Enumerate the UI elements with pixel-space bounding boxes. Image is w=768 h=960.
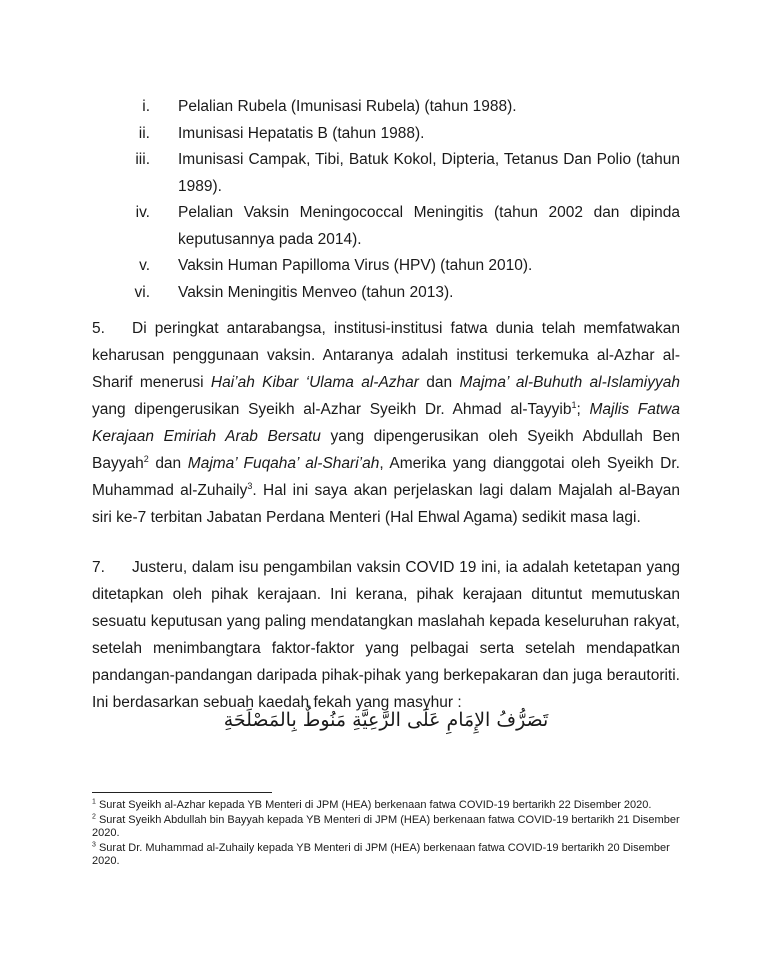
list-item-number: iii. (135, 151, 150, 168)
paragraph-text: yang dipengerusikan Syeikh al-Azhar Syeikh Dr. Ahmad al-Tayyib (92, 401, 572, 418)
footnote-number: 1 (92, 798, 96, 806)
list-item-text: Vaksin Meningitis Menveo (tahun 2013). (178, 283, 454, 301)
footnote (92, 814, 692, 840)
footnotes (92, 799, 692, 870)
list-item (92, 147, 680, 200)
paragraph-7 (92, 554, 680, 716)
list-item-number: ii. (138, 124, 150, 142)
list-item-text: Pelalian Vaksin Meningococcal Meningitis (tahun 2002 dan dipinda keputusannya pada 2014). (178, 204, 680, 248)
footnote-ref: 1 (571, 399, 577, 410)
paragraph-text: dan (418, 374, 460, 391)
footnote-text: Surat Dr. Muhammad al-Zuhaily kepada YB Menteri di JPM (HEA) berkenaan fatwa COVID-19 bertarikh 20 Disember 2020. (92, 842, 670, 867)
paragraph-text: ; (576, 401, 590, 418)
list-item (92, 280, 680, 307)
footnote-ref: 2 (143, 453, 149, 464)
paragraph-text: Justeru, dalam isu pengambilan vaksin COVID 19 ini, ia adalah ketetapan yang ditetapkan oleh pihak kerajaan. Ini kerana, pihak kerajaan dituntut memutuskan sesuatu keputusan yang paling mendatangkan maslahah kepada keseluruhan rakyat, setelah menimbangtara faktor-faktor yang pelbagai serta setelah mendapatkan pandangan-pandangan daripada pihak-pihak yang berkepakaran dan juga berautoriti. Ini berdasarkan sebuah kaedah fekah yang masyhur : (92, 559, 680, 711)
footnote-ref: 3 (247, 480, 253, 491)
list-item (92, 121, 680, 148)
paragraph-text: Di peringkat antarabangsa, institusi-institusi fatwa dunia telah memfatwakan keharusan penggunaan vaksin. Antaranya adalah institusi terkemuka al-Azhar al-Sharif menerusi (92, 320, 680, 391)
paragraph-5 (92, 315, 680, 531)
list-item-number: i. (142, 98, 150, 115)
list-item-text: Imunisasi Campak, Tibi, Batuk Kokol, Dipteria, Tetanus Dan Polio (tahun 1989). (178, 151, 680, 195)
list-item-number: v. (139, 257, 150, 274)
footnote (92, 799, 692, 812)
list-item (92, 253, 680, 280)
list-item (92, 94, 680, 121)
paragraph-text: , Amerika yang dianggotai oleh Syeikh Dr. Muhammad al-Zuhaily (92, 455, 680, 499)
paragraph-text: yang dipengerusikan oleh Syeikh Abdullah Ben Bayyah (92, 428, 680, 472)
institution-name: Majma’ Fuqaha’ al-Shari’ah (187, 455, 380, 472)
paragraph-text: dan (148, 455, 188, 472)
institution-name: Majma’ al-Buhuth al-Islamiyyah (459, 374, 680, 391)
footnote-number: 2 (92, 813, 96, 821)
list-item-text: Imunisasi Hepatatis B (tahun 1988). (178, 124, 425, 142)
footnote-divider (92, 792, 272, 793)
paragraph-number: 5. (92, 320, 105, 337)
list-item-number: vi. (134, 283, 150, 301)
footnote-text: Surat Syeikh al-Azhar kepada YB Menteri di JPM (HEA) berkenaan fatwa COVID-19 bertarikh 22 Disember 2020. (95, 799, 652, 811)
vaccine-fatwa-list (92, 94, 680, 306)
list-item-text: Vaksin Human Papilloma Virus (HPV) (tahun 2010). (178, 257, 533, 274)
list-item (92, 200, 680, 253)
list-item-text: Pelalian Rubela (Imunisasi Rubela) (tahun 1988). (178, 98, 517, 115)
paragraph-text: . Hal ini saya akan perjelaskan lagi dalam Majalah al-Bayan siri ke-7 terbitan Jabatan Perdana Menteri (Hal Ehwal Agama) sedikit masa lagi. (92, 482, 680, 526)
institution-name: Hai’ah Kibar ‘Ulama al-Azhar (210, 374, 419, 391)
footnote-number: 3 (92, 841, 96, 849)
footnote-text: Surat Syeikh Abdullah bin Bayyah kepada YB Menteri di JPM (HEA) berkenaan fatwa COVID-19 bertarikh 21 Disember 2020. (92, 814, 680, 839)
institution-name: Majlis Fatwa Kerajaan Emiriah Arab Bersatu (92, 401, 680, 445)
list-item-number: iv. (135, 204, 150, 221)
footnote (92, 842, 692, 868)
arabic-maxim: تَصَرُّفُ الإِمَامِ عَلَى الرَّعِيَّةِ مَنُوطٌ بِالمَصْلَحَةِ (223, 709, 549, 731)
paragraph-number: 7. (92, 559, 105, 576)
